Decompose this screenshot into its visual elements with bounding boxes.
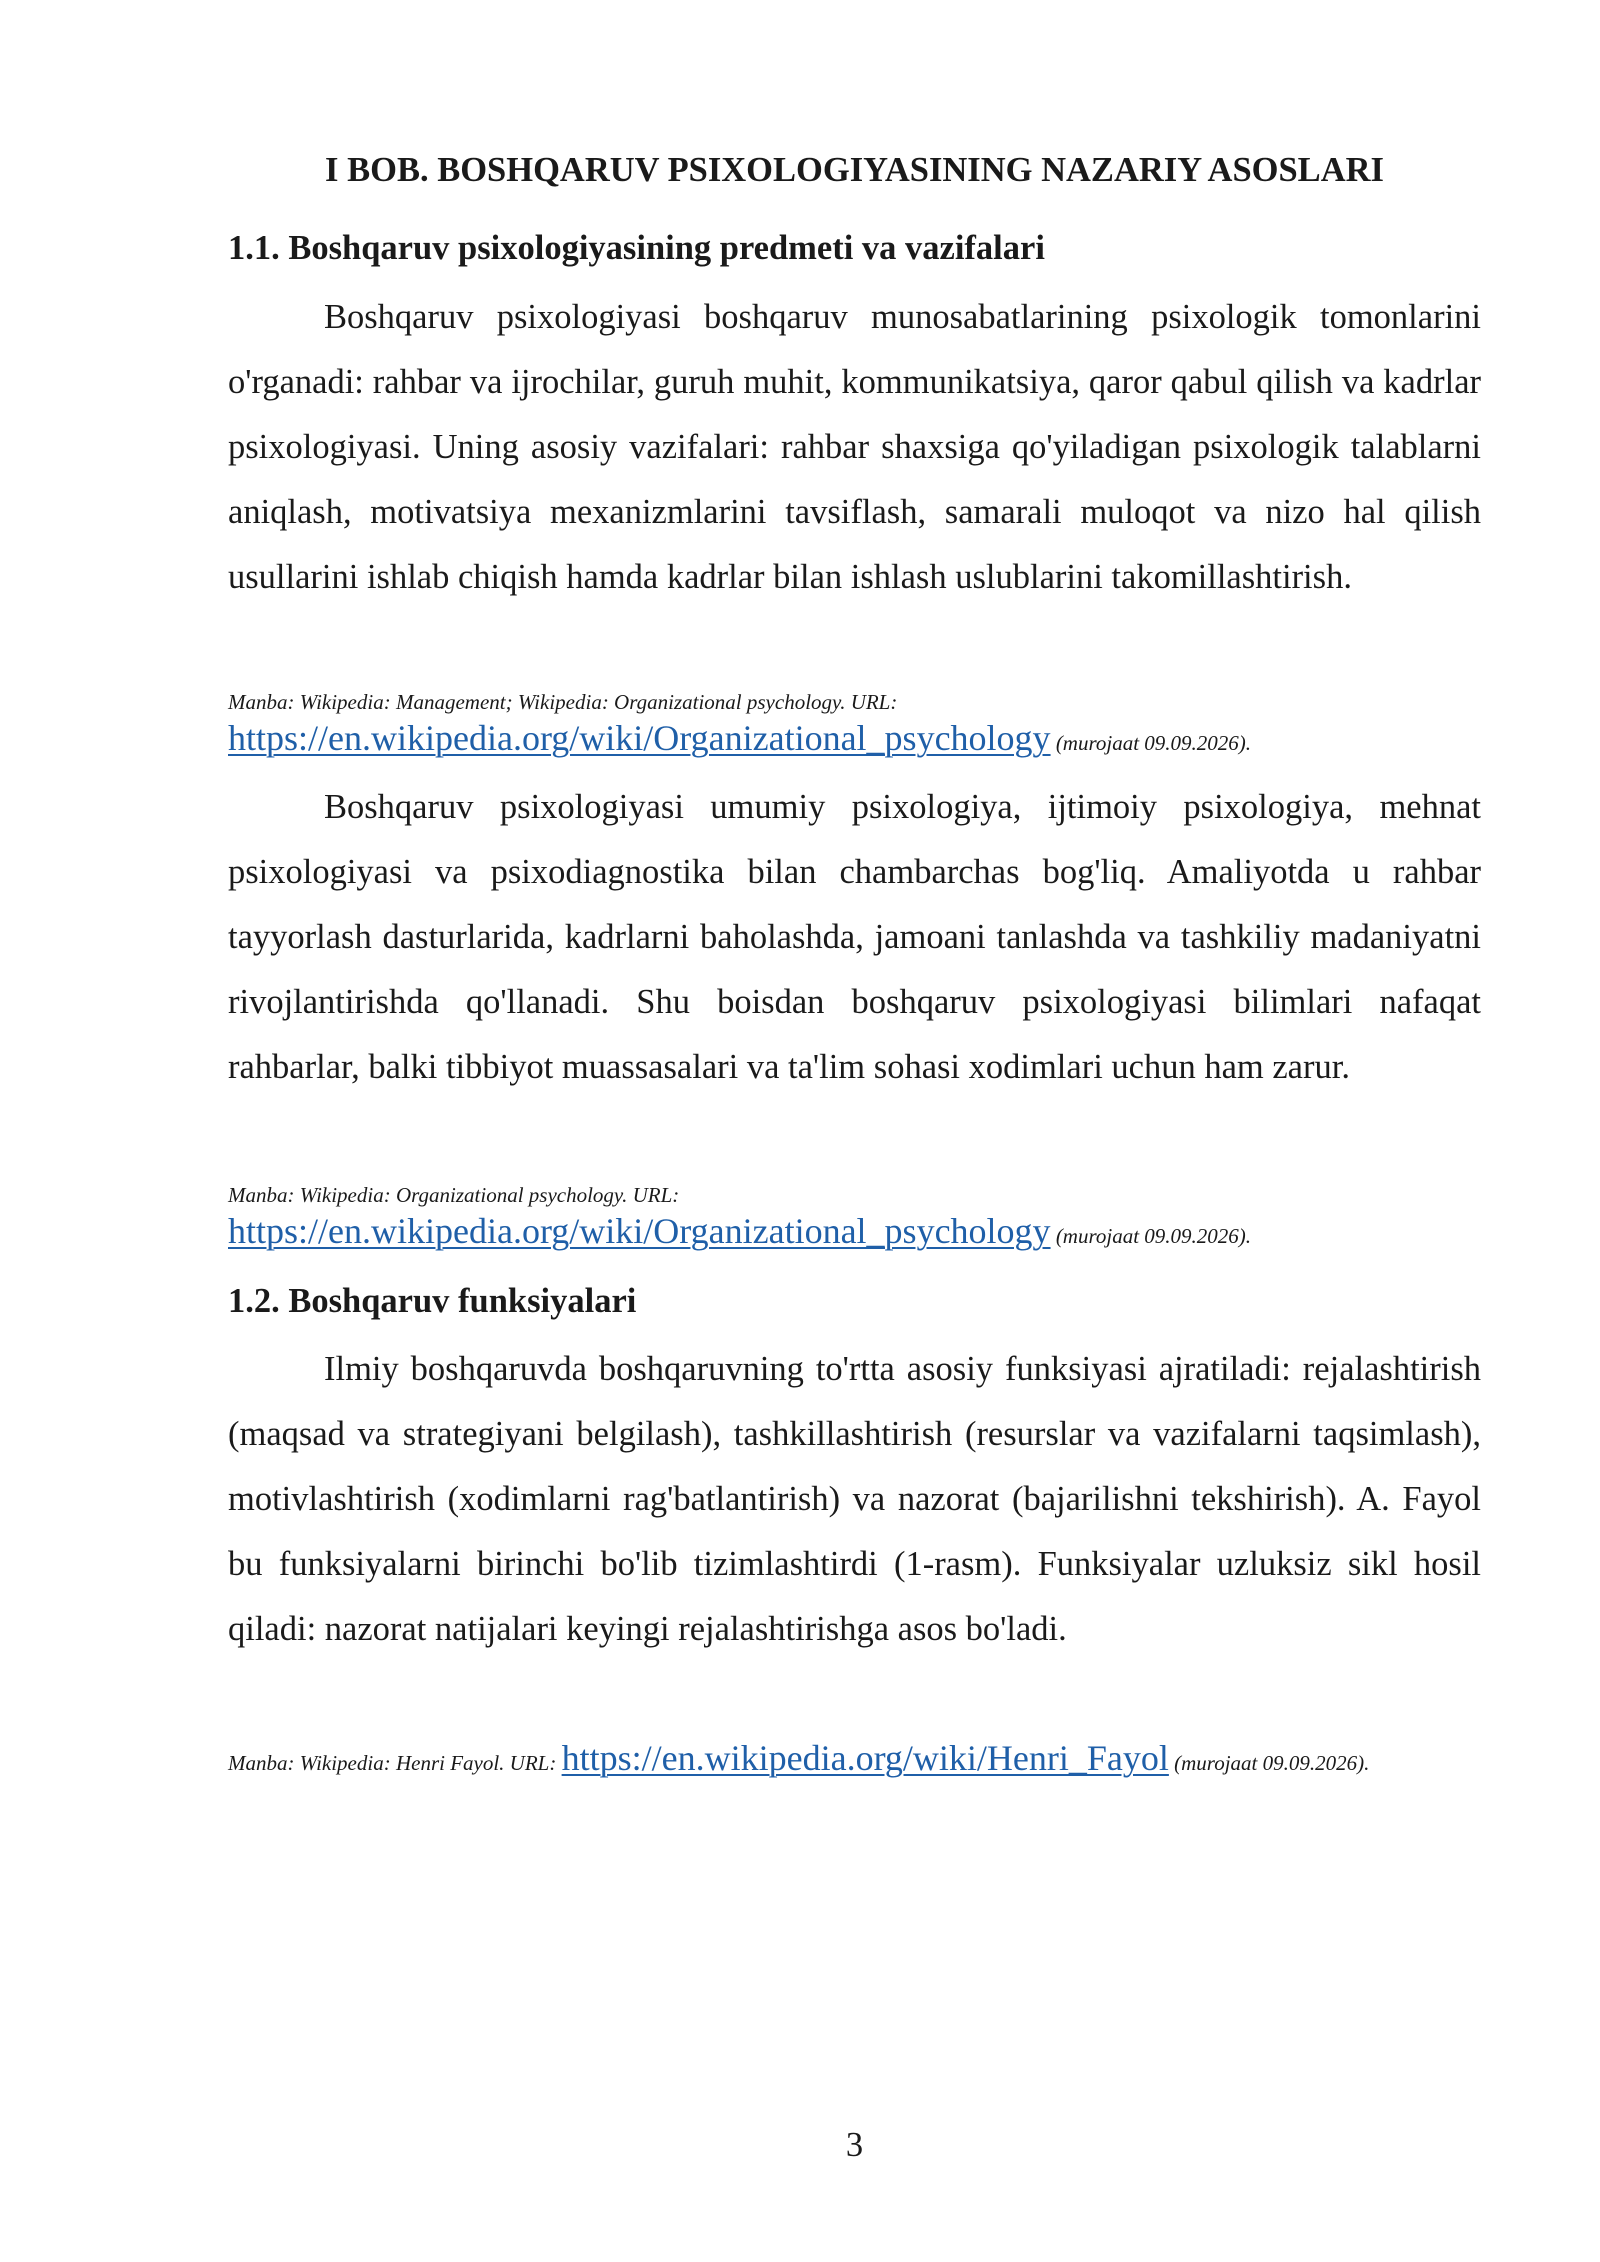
paragraph-1-1-a: Boshqaruv psixologiyasi boshqaruv munosabatlarining psixologik tomonlarini o'rganadi: rahbar va ijrochilar, guruh muhit, kommunikatsiya, qaror qabul qilish va kadrlar psixologiyasi. Uning asosiy vazifalari: rahbar shaxsiga qo'yiladigan psixologik talablarni aniqlash, motivatsiya mexanizmlarini tavsiflash, samarali muloqot va nizo hal qilish usullarini ishlab chiqish hamda kadrlar bilan ishlash uslublarini takomillashtirish.: [228, 298, 1481, 596]
source-prefix: Manba: Wikipedia: Management; Wikipedia: Organizational psychology. URL:: [228, 690, 898, 714]
source-link[interactable]: https://en.wikipedia.org/wiki/Organizational_psychology: [228, 1211, 1051, 1251]
source-link[interactable]: https://en.wikipedia.org/wiki/Organizational_psychology: [228, 718, 1051, 758]
source-note-2: [228, 1177, 1481, 1254]
source-access-date: (murojaat 09.09.2026).: [1174, 1751, 1370, 1775]
paragraph-1-2-a: Ilmiy boshqaruvda boshqaruvning to'rtta asosiy funksiyasi ajratiladi: rejalashtirish (maqsad va strategiyani belgilash), tashkillashtirish (resurslar va vazifalarni taqsimlash), motivlashtirish (xodimlarni rag'batlantirish) va nazorat (bajarilishni tekshirish). A. Fayol bu funksiyalarni birinchi bo'lib tizimlashtirdi (1-rasm). Funksiyalar uzluksiz sikl hosil qiladi: nazorat natijalari keyingi rejalashtirishga asos bo'ladi.: [228, 1350, 1481, 1648]
source-access-date: (murojaat 09.09.2026).: [1055, 731, 1252, 755]
paragraph-1-1-b: Boshqaruv psixologiyasi umumiy psixologiya, ijtimoiy psixologiya, mehnat psixologiyasi va psixodiagnostika bilan chambarchas bog'liq. Amaliyotda u rahbar tayyorlash dasturlarida, kadrlarni baholashda, jamoani tanlashda va tashkiliy madaniyatni rivojlantirishda qo'llanadi. Shu boisdan boshqaruv psixologiyasi bilimlari nafaqat rahbarlar, balki tibbiyot muassasalari va ta'lim sohasi xodimlari uchun ham zarur.: [228, 788, 1481, 1086]
source-link[interactable]: https://en.wikipedia.org/wiki/Henri_Fayol: [561, 1738, 1169, 1778]
source-prefix: Manba: Wikipedia: Organizational psychology. URL:: [228, 1183, 680, 1207]
page-number: 3: [845, 2126, 864, 2164]
section-title-1-1: 1.1. Boshqaruv psixologiyasining predmeti va vazifalari: [228, 229, 1045, 267]
chapter-title: I BOB. BOSHQARUV PSIXOLOGIYASINING NAZARIY ASOSLARI: [325, 151, 1384, 189]
source-note-1: [228, 684, 1481, 761]
source-note-3: [228, 1740, 1481, 1781]
section-title-1-2: 1.2. Boshqaruv funksiyalari: [228, 1282, 637, 1320]
source-prefix: Manba: Wikipedia: Henri Fayol. URL:: [228, 1751, 557, 1775]
source-access-date: (murojaat 09.09.2026).: [1055, 1224, 1252, 1248]
